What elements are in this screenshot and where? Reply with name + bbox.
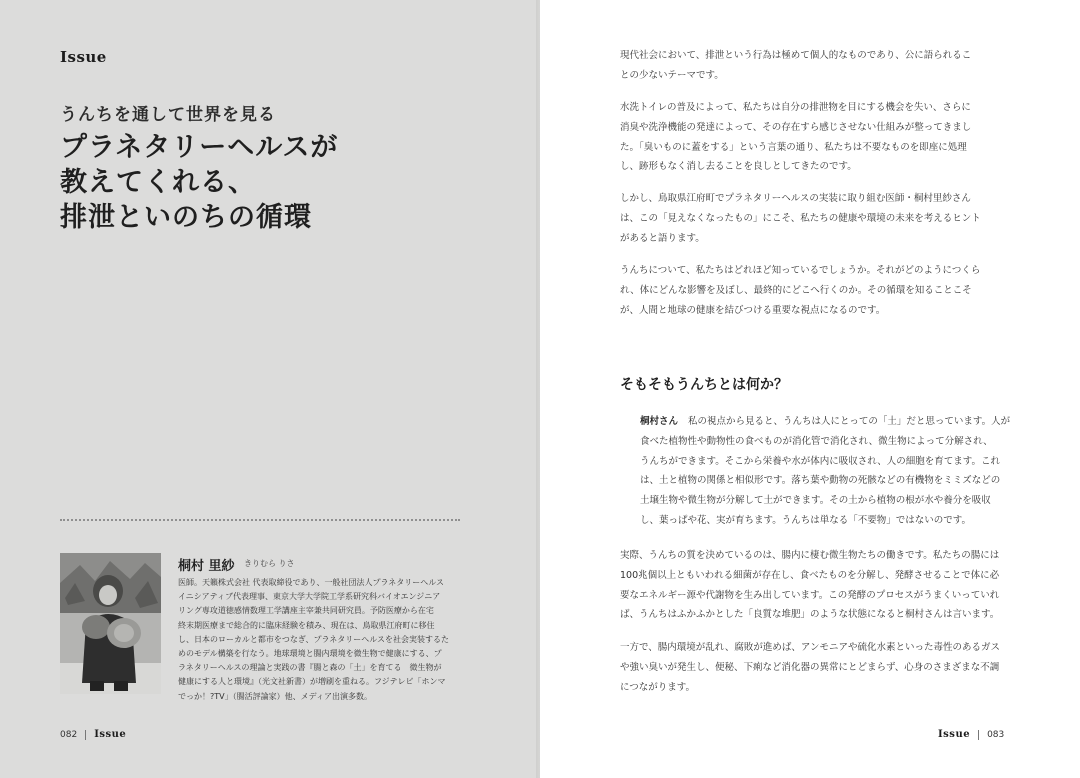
footer-separator	[85, 730, 86, 740]
text-line: 現代社会において、排泄という行為は極めて個人的なものであり、公に語られるこ	[620, 50, 972, 61]
interview-quote	[640, 412, 1025, 531]
right-page-footer	[938, 729, 1004, 740]
text-line: があると語ります。	[620, 232, 705, 244]
bio-line: めのモデル構築を行なう。地球環境と腸内環境を微生物で健康にする、プ	[178, 649, 442, 659]
text-line: 要なエネルギー源や代謝物を生み出しています。この発酵のプロセスがうまくいっていれ	[620, 589, 1000, 601]
text-line: が、人間と地球の健康を結びつける重要な視点になるのです。	[620, 304, 886, 316]
text-line: や強い臭いが発生し、便秘、下痢など消化器の異常にとどまらず、心身のさまざまな不調	[620, 661, 1000, 673]
text-line: し、跡形もなく消し去ることを良しとしてきたのです。	[620, 161, 857, 173]
title-line: 教えてくれる、	[60, 167, 256, 198]
text-line: 100兆個以上ともいわれる細菌が存在し、食べたものを分解し、発酵させることで体に必	[620, 569, 1000, 581]
article-subtitle: うんちを通して世界を見る	[60, 105, 276, 125]
author-photo	[60, 553, 161, 694]
footer-separator	[978, 730, 979, 740]
text-line: れ、体にどんな影響を及ぼし、最終的にどこへ行くのか。その循環を知ることこそ	[620, 284, 972, 296]
article-title	[60, 130, 338, 235]
issue-logo: Issue	[60, 48, 107, 66]
text-line: し、葉っぱや花、実が育ちます。うんちは単なる「不要物」ではないのです。	[640, 514, 971, 526]
title-line: 排泄といのちの循環	[60, 202, 312, 233]
page-number: 082	[60, 729, 78, 740]
text-line: うんちについて、私たちはどれほど知っているでしょうか。それがどのようにつくら	[620, 265, 981, 276]
dotted-divider	[60, 519, 460, 521]
bio-line: し、日本のローカルと都市をつなぎ、プラネタリーヘルスを社会実装するた	[178, 634, 450, 644]
body-paragraph	[620, 546, 1020, 625]
text-line: 食べた植物性や動物性の食べものが消化管で消化され、微生物によって分解され、	[640, 435, 993, 447]
title-line: プラネタリーヘルスが	[60, 132, 339, 163]
bio-line: イニシアティブ代表理事、東京大学大学院工学系研究科バイオエンジニア	[178, 592, 441, 602]
author-bio	[178, 576, 468, 704]
text-line: 水洗トイレの普及によって、私たちは自分の排泄物を目にする機会を失い、さらに	[620, 102, 971, 113]
text-line: につながります。	[620, 681, 696, 693]
quote-text: 私の視点から見ると、うんちは人にとっての「土」だと思っています。人が	[688, 416, 1011, 427]
body-paragraph	[620, 46, 1020, 86]
author-name: 桐村 里紗	[178, 559, 235, 574]
text-line	[640, 412, 1025, 432]
text-line: ば、うんちはふかふかとした「良質な堆肥」のような状態になると桐村さんは言います。	[620, 609, 1000, 621]
body-paragraph	[620, 261, 1020, 320]
author-name-reading: きりむら りさ	[244, 559, 295, 568]
text-line: た。「臭いものに蓋をする」という言葉の通り、私たちは不要なものを即座に処理	[620, 141, 967, 153]
text-line: うんちができます。そこから栄養や水が体内に吸収され、人の細胞を育てます。これ	[640, 455, 1001, 467]
text-line: は、この「見えなくなったもの」にこそ、私たちの健康や環境の未来を考えるヒント	[620, 212, 981, 224]
bio-line: でっか！?TV」（腸活評論家）他、メディア出演多数。	[178, 691, 372, 701]
text-line: 消臭や洗浄機能の発達によって、その存在すら感じさせない仕組みが整ってきまし	[620, 121, 972, 133]
bio-line: 終末期医療まで総合的に臨床経験を積み、現在は、鳥取県江府町に移住	[178, 620, 435, 630]
body-paragraph	[620, 189, 1020, 248]
bio-line: 医師。天籟株式会社 代表取締役であり、一般社団法人プラネタリーヘルス	[178, 578, 445, 587]
text-line: との少ないテーマです。	[620, 69, 724, 81]
footer-issue-logo: Issue	[938, 729, 971, 740]
body-paragraph	[620, 638, 1020, 697]
author-photo-image	[60, 553, 161, 694]
text-line: 一方で、腸内環境が乱れ、腐敗が進めば、アンモニアや硫化水素といった毒性のあるガス	[620, 642, 1001, 653]
text-line: 土壌生物や微生物が分解して土ができます。その土から植物の根が水や養分を吸収	[640, 495, 991, 507]
text-line: は、土と植物の関係と相似形です。落ち葉や動物の死骸などの有機物をミミズなどの	[640, 475, 1001, 487]
page-number: 083	[987, 729, 1005, 740]
left-page-footer	[60, 729, 126, 740]
bio-line: ラネタリーヘルスの理論と実践の書『腸と森の「土」を育てる 微生物が	[178, 663, 442, 673]
text-line: 実際、うんちの質を決めているのは、腸内に棲む微生物たちの働きです。私たちの腸には	[620, 550, 1000, 561]
speaker-name: 桐村さん	[640, 416, 679, 427]
text-line: しかし、鳥取県江府町でプラネタリーヘルスの実装に取り組む医師・桐村里紗さん	[620, 193, 971, 204]
section-heading: そもそもうんちとは何か？	[620, 377, 788, 393]
bio-line: リング専攻道徳感情数理工学講座主宰兼共同研究員。予防医療から在宅	[178, 606, 434, 616]
bio-line: 健康にする人と環境』（光文社新書）が増刷を重ねる。フジテレビ「ホンマ	[178, 677, 446, 687]
body-paragraph	[620, 98, 1020, 177]
footer-issue-logo: Issue	[94, 729, 127, 740]
